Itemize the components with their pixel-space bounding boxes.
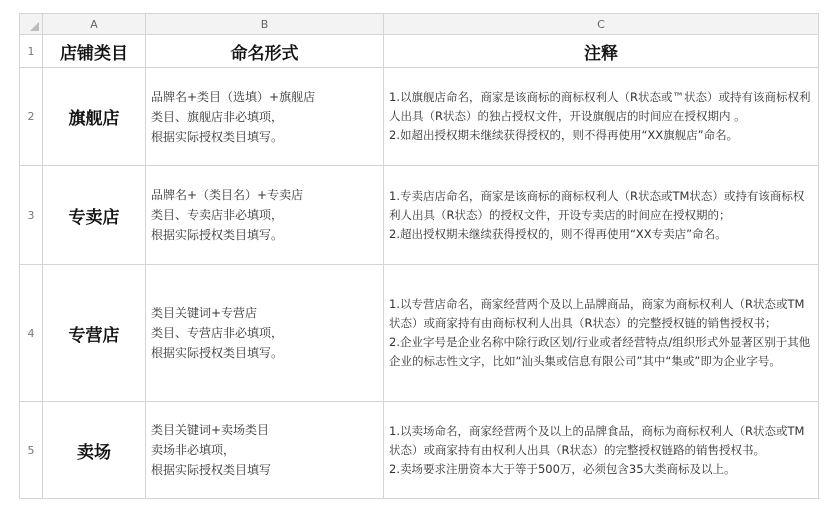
note-paragraph: 1.以专营店命名，商家经营两个及以上品牌商品，商家为商标权利人（R状态或TM状态）或商家持有由商标权利人出具（R状态）的完整授权链的销售授权书；: [389, 297, 805, 330]
note-paragraph: 1.以卖场命名，商家经营两个及以上的品牌食品，商标为商标权利人（R状态或TM状态）或商家持有由权利人出具（R状态）的完整授权链路的销售授权书。: [389, 423, 805, 457]
naming-line: 品牌名+类目（选填）+旗舰店: [151, 89, 316, 104]
category-cell[interactable]: 专卖店: [43, 166, 146, 265]
notes-cell[interactable]: [384, 402, 819, 499]
header-cell-category[interactable]: 店铺类目: [43, 35, 146, 68]
note-paragraph: 2.超出授权期未继续获得授权的，则不得再使用“XX专卖店”命名。: [389, 226, 727, 241]
column-header-a[interactable]: A: [43, 14, 146, 35]
select-all-corner[interactable]: [20, 14, 43, 35]
naming-line: 类目、专卖店非必填项，: [151, 208, 284, 222]
notes-cell[interactable]: [384, 265, 819, 402]
naming-line: 类目、专营店非必填项，: [151, 326, 284, 340]
column-header-c[interactable]: C: [384, 14, 819, 35]
naming-line: 类目关键词+卖场类目: [151, 423, 270, 437]
column-header-b[interactable]: B: [146, 14, 384, 35]
note-paragraph: 1.以旗舰店命名，商家是该商标的商标权利人（R状态或™状态）或持有该商标权利人出具（R状态）的独占授权文件，开设旗舰店的时间应在授权期内 。: [389, 90, 811, 123]
notes-cell[interactable]: [384, 166, 819, 265]
category-cell[interactable]: 专营店: [43, 265, 146, 402]
row-header-1[interactable]: 1: [20, 35, 43, 68]
category-cell[interactable]: 卖场: [43, 402, 146, 499]
naming-line: 卖场非必填项，: [151, 443, 236, 457]
notes-cell[interactable]: [384, 68, 819, 166]
naming-line: 根据实际授权类目填写: [151, 463, 272, 477]
note-paragraph: 2.企业字号是企业名称中除行政区划/行业或者经营特点/组织形式外显著区别于其他企业的标志性文字，比如“汕头集或信息有限公司”其中“集或”即为企业字号。: [389, 335, 811, 368]
naming-line: 根据实际授权类目填写。: [151, 129, 284, 144]
naming-cell[interactable]: [146, 166, 384, 265]
note-paragraph: 2.卖场要求注册资本大于等于500万，必须包含35大类商标及以上。: [389, 461, 736, 476]
row-header-3[interactable]: 3: [20, 166, 43, 265]
naming-cell[interactable]: [146, 402, 384, 499]
header-cell-notes[interactable]: 注释: [384, 35, 819, 68]
row-header-5[interactable]: 5: [20, 402, 43, 499]
category-cell[interactable]: 旗舰店: [43, 68, 146, 166]
note-paragraph: 1.专卖店店命名，商家是该商标的商标权利人（R状态或TM状态）或持有该商标权利人出具（R状态）的授权文件，开设专卖店的时间应在授权期的；: [389, 188, 805, 222]
naming-cell[interactable]: [146, 68, 384, 166]
row-header-4[interactable]: 4: [20, 265, 43, 402]
header-cell-naming[interactable]: 命名形式: [146, 35, 384, 68]
naming-cell[interactable]: [146, 265, 384, 402]
spreadsheet-grid: [19, 13, 819, 499]
naming-line: 根据实际授权类目填写。: [151, 346, 284, 360]
note-paragraph: 2.如超出授权期未继续获得授权的，则不得再使用“XX旗舰店”命名。: [389, 128, 739, 142]
naming-line: 品牌名+（类目名）+专卖店: [151, 188, 304, 202]
row-header-2[interactable]: 2: [20, 68, 43, 166]
naming-line: 类目、旗舰店非必填项，: [151, 109, 284, 124]
naming-line: 类目关键词+专营店: [151, 306, 258, 320]
naming-line: 根据实际授权类目填写。: [151, 228, 284, 242]
